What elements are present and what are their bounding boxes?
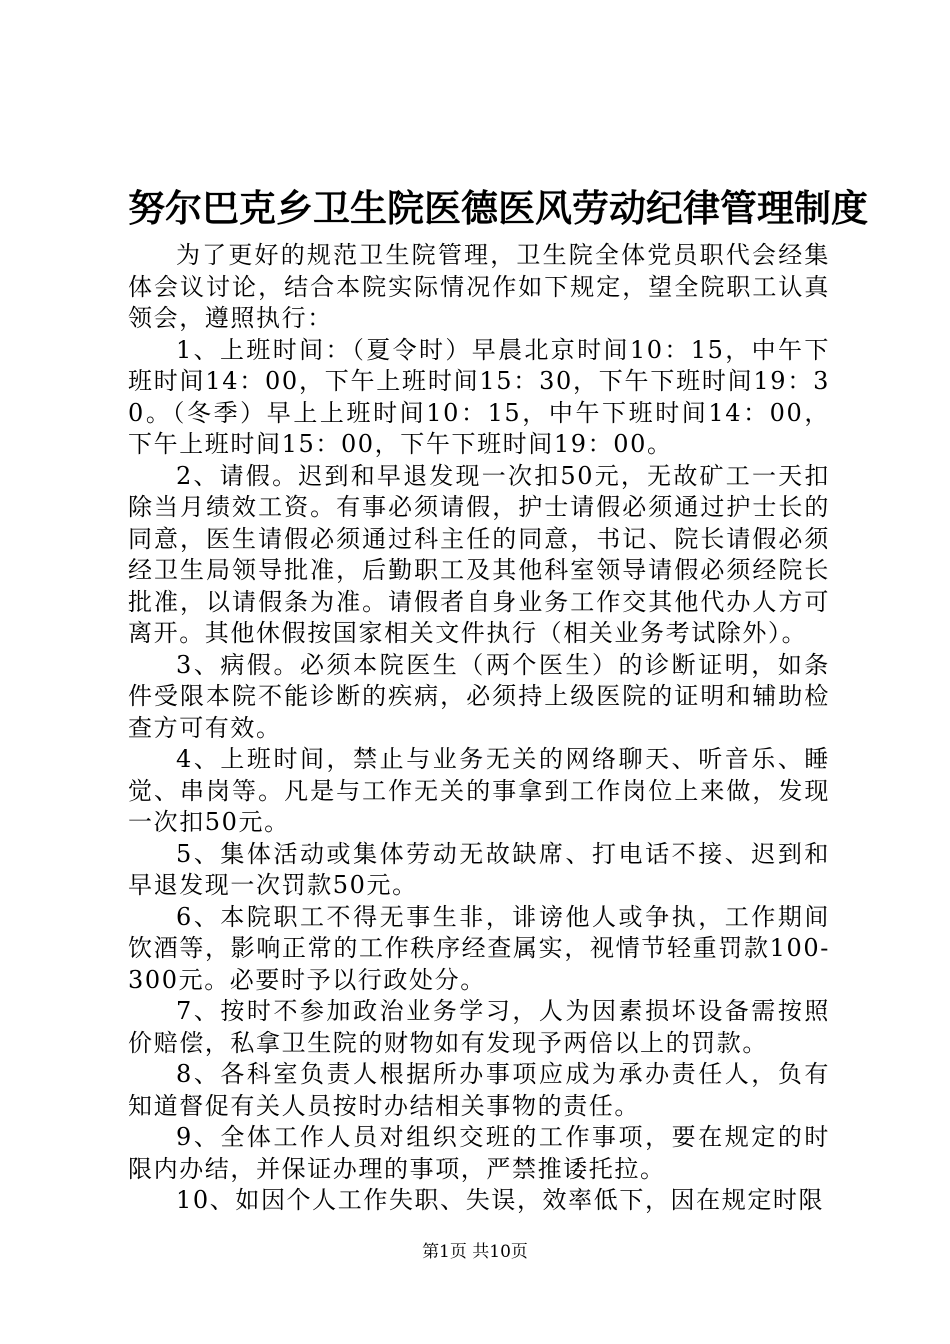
rule-8-paragraph: 8、各科室负责人根据所办事项应成为承办责任人，负有知道督促有关人员按时办结相关事物的责任。: [128, 1060, 830, 1120]
rule-7-paragraph: 7、按时不参加政治业务学习，人为因素损坏设备需按照价赔偿，私拿卫生院的财物如有发现予两倍以上的罚款。: [128, 997, 830, 1057]
rule-6-paragraph: 6、本院职工不得无事生非，诽谤他人或争执，工作期间饮酒等，影响正常的工作秩序经查属实，视情节轻重罚款100-300元。必要时予以行政处分。: [128, 902, 830, 994]
rule-3-paragraph: 3、病假。必须本院医生（两个医生）的诊断证明，如条件受限本院不能诊断的疾病，必须持上级医院的证明和辅助检查方可有效。: [128, 650, 830, 742]
page-total: 共10页: [472, 1242, 528, 1262]
rule-10-paragraph: 10、如因个人工作失职、失误，效率低下，因在规定时限: [176, 1186, 825, 1214]
page-footer: [0, 1240, 950, 1264]
rule-2-paragraph: 2、请假。迟到和早退发现一次扣50元，无故矿工一天扣除当月绩效工资。有事必须请假，护士请假必须通过护士长的同意，医生请假必须通过科主任的同意，书记、院长请假必须经卫生局领导批准，后勤职工及其他科室领导请假必须经院长批准，以请假条为准。请假者自身业务工作交其他代办人方可离开。其他休假按国家相关文件执行（相关业务考试除外）。: [128, 461, 830, 647]
rule-5-paragraph: 5、集体活动或集体劳动无故缺席、打电话不接、迟到和早退发现一次罚款50元。: [128, 839, 830, 899]
intro-paragraph: 为了更好的规范卫生院管理，卫生院全体党员职代会经集体会议讨论，结合本院实际情况作如下规定，望全院职工认真领会，遵照执行：: [128, 241, 830, 332]
rule-4-paragraph: 4、上班时间，禁止与业务无关的网络聊天、听音乐、睡觉、串岗等。凡是与工作无关的事拿到工作岗位上来做，发现一次扣50元。: [128, 745, 830, 836]
document-title: 努尔巴克乡卫生院医德医风劳动纪律管理制度: [128, 186, 868, 230]
page-number: 第1页: [422, 1242, 467, 1262]
rule-9-paragraph: 9、全体工作人员对组织交班的工作事项，要在规定的时限内办结，并保证办理的事项，严禁推诿托拉。: [128, 1123, 830, 1183]
document-body: [128, 240, 830, 1217]
rule-1-paragraph: 1、上班时间：（夏令时）早晨北京时间10：15，中午下班时间14：00，下午上班时间15：30，下午下班时间19：30。（冬季）早上上班时间10：15，中午下班时间14：00，下午上班时间15：00，下午下班时间19：00。: [128, 335, 830, 458]
